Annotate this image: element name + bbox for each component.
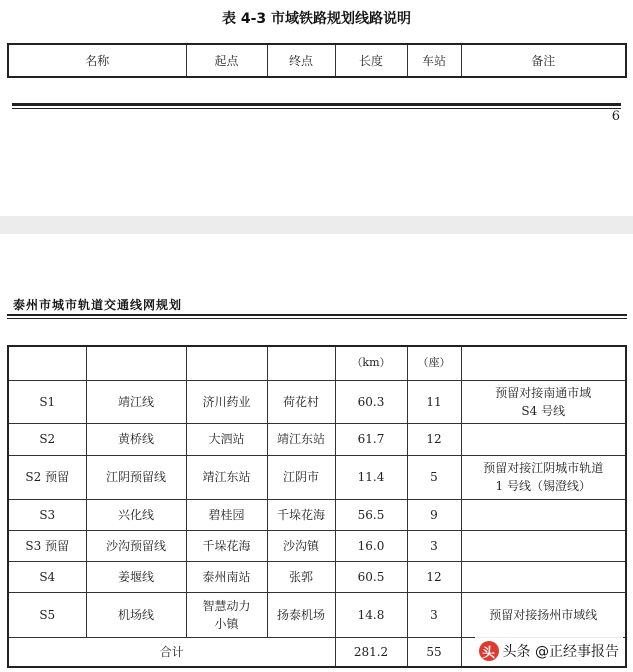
page-gap [0, 216, 633, 234]
route-table-header [7, 43, 627, 78]
line-end: 荷花村 [267, 380, 335, 423]
line-end: 千垛花海 [267, 499, 335, 530]
line-name: 机场线 [86, 592, 186, 637]
header-start: 起点 [186, 44, 267, 77]
line-name: 黄桥线 [86, 423, 186, 455]
station-unit: （座） [407, 346, 461, 380]
line-name: 江阴预留线 [86, 455, 186, 499]
line-end: 靖江东站 [267, 423, 335, 455]
line-stations: 3 [407, 530, 461, 561]
header-end: 终点 [267, 44, 335, 77]
line-note: 预留对接南通市域 S4 号线 [461, 380, 626, 423]
line-code: S3 [8, 499, 86, 530]
line-end: 江阴市 [267, 455, 335, 499]
length-unit: （km） [335, 346, 407, 380]
line-code: S3 预留 [8, 530, 86, 561]
footer-rule [12, 103, 621, 106]
total-label: 合计 [8, 637, 335, 667]
table-row [8, 380, 626, 423]
toutiao-logo-icon: 头 [479, 641, 499, 661]
watermark [475, 637, 623, 665]
line-stations: 12 [407, 561, 461, 592]
header-rule [7, 314, 627, 316]
header-row [8, 44, 626, 77]
route-table [7, 345, 627, 668]
line-length: 14.8 [335, 592, 407, 637]
line-note [461, 530, 626, 561]
line-stations: 5 [407, 455, 461, 499]
line-note [461, 561, 626, 592]
line-code: S2 预留 [8, 455, 86, 499]
line-end: 扬泰机场 [267, 592, 335, 637]
header-stations: 车站 [407, 44, 461, 77]
table-row [8, 561, 626, 592]
line-name: 兴化线 [86, 499, 186, 530]
line-note [461, 499, 626, 530]
upper-page [0, 0, 633, 216]
header-length: 长度 [335, 44, 407, 77]
table-row [8, 499, 626, 530]
line-length: 16.0 [335, 530, 407, 561]
total-length: 281.2 [335, 637, 407, 667]
line-stations: 3 [407, 592, 461, 637]
line-end: 沙沟镇 [267, 530, 335, 561]
header-notes: 备注 [461, 44, 626, 77]
line-start: 泰州南站 [186, 561, 267, 592]
header-rule-thin [7, 318, 627, 319]
line-name: 沙沟预留线 [86, 530, 186, 561]
page-number: 6 [611, 109, 620, 124]
line-note: 预留对接扬州市域线 [461, 592, 626, 637]
line-start: 济川药业 [186, 380, 267, 423]
table-row [8, 455, 626, 499]
line-note [461, 423, 626, 455]
line-length: 56.5 [335, 499, 407, 530]
line-name: 靖江线 [86, 380, 186, 423]
header-name: 名称 [8, 44, 186, 77]
line-code: S1 [8, 380, 86, 423]
line-stations: 12 [407, 423, 461, 455]
table-row [8, 423, 626, 455]
line-length: 60.5 [335, 561, 407, 592]
line-start: 碧桂园 [186, 499, 267, 530]
table-row [8, 592, 626, 637]
line-length: 60.3 [335, 380, 407, 423]
line-code: S4 [8, 561, 86, 592]
line-note: 预留对接江阴城市轨道 1 号线（锡澄线） [461, 455, 626, 499]
line-code: S5 [8, 592, 86, 637]
line-end: 张郭 [267, 561, 335, 592]
line-length: 61.7 [335, 423, 407, 455]
line-code: S2 [8, 423, 86, 455]
unit-row [8, 346, 626, 380]
line-stations: 11 [407, 380, 461, 423]
line-start: 大泗站 [186, 423, 267, 455]
line-start: 千垛花海 [186, 530, 267, 561]
line-name: 姜堰线 [86, 561, 186, 592]
footer-rule-thin [12, 108, 621, 109]
table-row [8, 530, 626, 561]
line-start: 智慧动力 小镇 [186, 592, 267, 637]
document-header: 泰州市城市轨道交通线网规划 [13, 298, 183, 312]
line-stations: 9 [407, 499, 461, 530]
watermark-text: 头条 @正经事报告 [502, 644, 619, 660]
total-stations: 55 [407, 637, 461, 667]
line-start: 靖江东站 [186, 455, 267, 499]
table-caption: 表 4-3 市域铁路规划线路说明 [221, 11, 412, 27]
line-length: 11.4 [335, 455, 407, 499]
